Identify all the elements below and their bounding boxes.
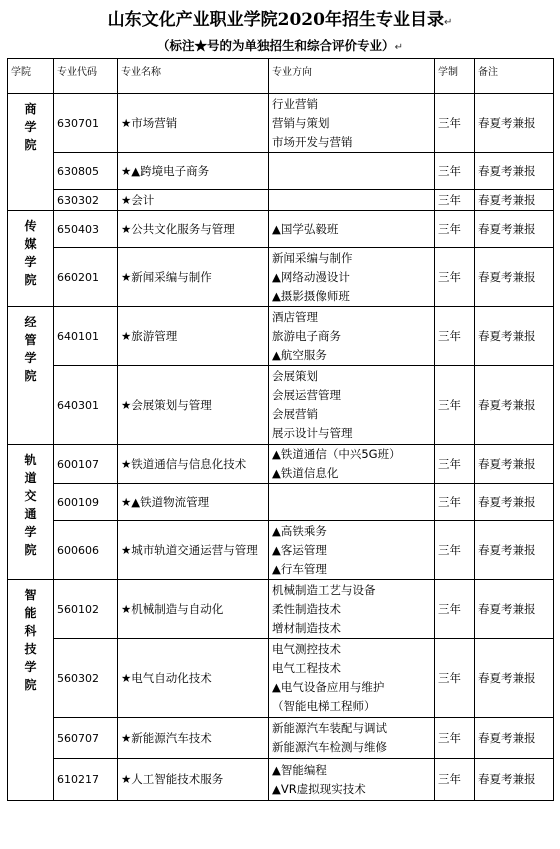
- direction-item: 电气测控技术: [272, 642, 341, 656]
- major-note: 春夏考兼报: [475, 718, 554, 759]
- major-code: 600107: [54, 445, 118, 484]
- direction-item: 增材制造技术: [272, 620, 341, 635]
- major-name: ★市场营销: [118, 94, 269, 153]
- major-directions: [269, 484, 435, 521]
- table-row: [8, 445, 554, 484]
- major-note: 春夏考兼报: [475, 94, 554, 153]
- major-directions: [269, 580, 435, 639]
- table-header-row: [8, 59, 554, 94]
- college-name: 轨 道 交 通 学 院: [8, 445, 54, 580]
- direction-item: 电气工程技术: [272, 661, 341, 675]
- majors-table: [7, 58, 554, 801]
- major-note: 春夏考兼报: [475, 445, 554, 484]
- major-years: 三年: [435, 211, 475, 248]
- direction-item: 市场开发与营销: [272, 134, 353, 149]
- major-name: ★铁道通信与信息化技术: [118, 445, 269, 484]
- major-name: ★会展策划与管理: [118, 366, 269, 445]
- major-years: 三年: [435, 484, 475, 521]
- major-directions: [269, 307, 435, 366]
- header-direction: 专业方向: [269, 59, 435, 94]
- major-code: 610217: [54, 759, 118, 801]
- major-code: 560302: [54, 639, 118, 718]
- major-directions: [269, 190, 435, 211]
- major-name: ★机械制造与自动化: [118, 580, 269, 639]
- header-note: 备注: [475, 59, 554, 94]
- direction-item: 新能源汽车检测与维修: [272, 740, 387, 754]
- major-years: 三年: [435, 718, 475, 759]
- major-code: 630701: [54, 94, 118, 153]
- table-row: [8, 718, 554, 759]
- direction-item: 机械制造工艺与设备: [272, 582, 376, 597]
- table-row: [8, 190, 554, 211]
- major-years: 三年: [435, 307, 475, 366]
- college-name: 经 管 学 院: [8, 307, 54, 445]
- major-name: ★▲铁道物流管理: [118, 484, 269, 521]
- college-name: 传 媒 学 院: [8, 211, 54, 307]
- major-name: ★新闻采编与制作: [118, 248, 269, 307]
- direction-item: 营销与策划: [272, 115, 330, 130]
- major-note: 春夏考兼报: [475, 190, 554, 211]
- major-years: 三年: [435, 94, 475, 153]
- direction-item: ▲客运管理: [272, 542, 327, 557]
- direction-item: 会展策划: [272, 369, 318, 383]
- direction-item: 旅游电子商务: [272, 328, 341, 343]
- major-note: 春夏考兼报: [475, 521, 554, 580]
- college-name: 智 能 科 技 学 院: [8, 580, 54, 801]
- major-name: ★城市轨道交通运营与管理: [118, 521, 269, 580]
- major-note: 春夏考兼报: [475, 307, 554, 366]
- table-row: [8, 759, 554, 801]
- major-name: ★新能源汽车技术: [118, 718, 269, 759]
- direction-item: 展示设计与管理: [272, 426, 353, 440]
- page-subtitle: （标注★号的为单独招生和综合评价专业）↵: [157, 38, 403, 53]
- major-name: ★旅游管理: [118, 307, 269, 366]
- major-name: ★电气自动化技术: [118, 639, 269, 718]
- header-years: 学制: [435, 59, 475, 94]
- major-directions: [269, 445, 435, 484]
- major-years: 三年: [435, 580, 475, 639]
- major-directions: [269, 639, 435, 718]
- major-directions: [269, 153, 435, 190]
- major-code: 560102: [54, 580, 118, 639]
- direction-item: ▲VR虚拟现实技术: [272, 781, 366, 796]
- table-row: [8, 248, 554, 307]
- major-name: ★▲跨境电子商务: [118, 153, 269, 190]
- header-major: 专业名称: [118, 59, 269, 94]
- direction-item: ▲电气设备应用与维护: [272, 680, 385, 694]
- major-note: 春夏考兼报: [475, 484, 554, 521]
- major-note: 春夏考兼报: [475, 248, 554, 307]
- major-note: 春夏考兼报: [475, 211, 554, 248]
- page-title: 山东文化产业职业学院2020年招生专业目录↵: [107, 10, 453, 30]
- major-directions: [269, 718, 435, 759]
- direction-item: ▲铁道信息化: [272, 466, 339, 480]
- table-row: [8, 580, 554, 639]
- table-row: [8, 211, 554, 248]
- table-row: [8, 153, 554, 190]
- major-note: 春夏考兼报: [475, 366, 554, 445]
- table-row: [8, 366, 554, 445]
- major-code: 630302: [54, 190, 118, 211]
- direction-item: ▲智能编程: [272, 762, 327, 777]
- direction-item: ▲铁道通信（中兴5G班）: [272, 447, 401, 461]
- direction-item: ▲行车管理: [272, 561, 327, 576]
- major-code: 660201: [54, 248, 118, 307]
- direction-item: 会展营销: [272, 407, 318, 421]
- table-row: [8, 484, 554, 521]
- direction-item: ▲摄影摄像师班: [272, 288, 350, 303]
- major-note: 春夏考兼报: [475, 759, 554, 801]
- direction-item: 行业营销: [272, 96, 318, 111]
- major-note: 春夏考兼报: [475, 580, 554, 639]
- college-name: 商 学 院: [8, 94, 54, 211]
- major-directions: [269, 94, 435, 153]
- direction-item: 酒店管理: [272, 309, 318, 324]
- major-directions: [269, 248, 435, 307]
- major-years: 三年: [435, 248, 475, 307]
- major-code: 640101: [54, 307, 118, 366]
- table-body: [8, 94, 554, 801]
- major-years: 三年: [435, 190, 475, 211]
- major-name: ★公共文化服务与管理: [118, 211, 269, 248]
- direction-item: 新能源汽车装配与调试: [272, 721, 387, 735]
- major-code: 560707: [54, 718, 118, 759]
- major-name: ★人工智能技术服务: [118, 759, 269, 801]
- table-row: [8, 94, 554, 153]
- major-code: 600606: [54, 521, 118, 580]
- direction-item: 会展运营管理: [272, 388, 341, 402]
- direction-item: 柔性制造技术: [272, 601, 341, 616]
- major-years: 三年: [435, 366, 475, 445]
- direction-item: 新闻采编与制作: [272, 250, 353, 265]
- major-directions: [269, 211, 435, 248]
- major-years: 三年: [435, 639, 475, 718]
- major-code: 640301: [54, 366, 118, 445]
- direction-item: ▲国学弘毅班: [272, 221, 339, 236]
- direction-item: ▲网络动漫设计: [272, 269, 350, 284]
- major-years: 三年: [435, 445, 475, 484]
- table-row: [8, 639, 554, 718]
- major-directions: [269, 521, 435, 580]
- major-code: 650403: [54, 211, 118, 248]
- major-directions: [269, 759, 435, 801]
- major-years: 三年: [435, 153, 475, 190]
- major-code: 600109: [54, 484, 118, 521]
- direction-item: （智能电梯工程师）: [272, 699, 376, 713]
- major-name: ★会计: [118, 190, 269, 211]
- major-years: 三年: [435, 759, 475, 801]
- major-note: 春夏考兼报: [475, 153, 554, 190]
- table-row: [8, 521, 554, 580]
- direction-item: ▲航空服务: [272, 347, 327, 362]
- major-note: 春夏考兼报: [475, 639, 554, 718]
- direction-item: ▲高铁乘务: [272, 523, 327, 538]
- major-code: 630805: [54, 153, 118, 190]
- major-directions: [269, 366, 435, 445]
- header-college: 学院: [8, 59, 54, 94]
- table-row: [8, 307, 554, 366]
- major-years: 三年: [435, 521, 475, 580]
- header-code: 专业代码: [54, 59, 118, 94]
